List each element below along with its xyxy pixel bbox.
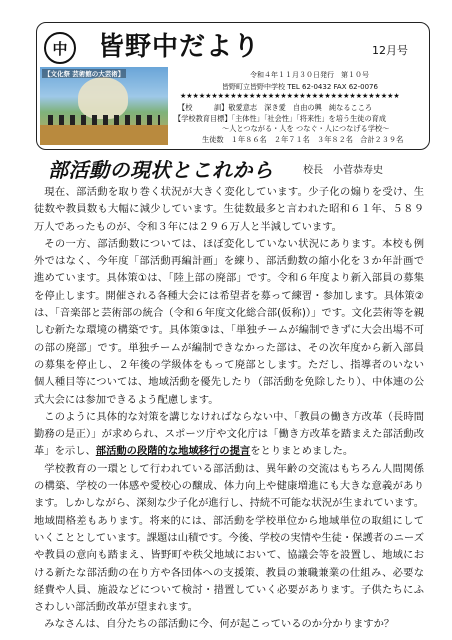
artwork-shape bbox=[78, 77, 128, 119]
newsletter-title: 皆野中だより bbox=[98, 32, 261, 62]
article-author: 校長 小菅恭寿史 bbox=[303, 165, 383, 176]
star-divider: ★★★★★★★★★★★★★★★★★★★★★★★★★★★★★★★★★★★ bbox=[180, 92, 400, 100]
issue-month: 12月号 bbox=[372, 44, 408, 57]
paragraph-3-emphasis: 部活動の段階的な地域移行の提言 bbox=[95, 445, 251, 458]
paragraph-3 bbox=[34, 409, 424, 461]
school-motto: 【校 訓】敬愛意志 深き愛 自由の興 純なるこころ bbox=[178, 103, 373, 112]
school-emblem: 中 bbox=[44, 32, 76, 64]
culture-festival-photo bbox=[40, 67, 168, 145]
photo-caption: 【文化祭 芸術館の大芸術】 bbox=[44, 70, 125, 78]
paragraph-5: みなさんは、自分たちの部活動に今、何が起こっているのか分かりますか？ bbox=[44, 618, 395, 631]
paragraph-1: 現在、部活動を取り巻く状況が大きく変化しています。少子化の煽りを受け、生徒数や教員数も大幅に減少しています。生徒数最多と言われた昭和６１年、５８９万人であったものが、令和３年には２９６万人と半減しています。 bbox=[34, 186, 424, 233]
paragraph-3-tail: をとりまとめました。 bbox=[250, 445, 354, 458]
paragraph-4: 学校教育の一環として行われている部活動は、異年齢の交流はもちろん人間関係の構築、学校の一体感や愛校心の醸成、体力向上や健康増進にも大きな意義があります。しかしながら、深刻な少子化が進行し、持続不可能な状況が生まれています。地域間格差もあります。将来的には、部活動を学校単位から地域単位の取組にしていくこととしています。課題は山積です。今後、学校の実情や生徒・保護者のニーズや教員の意向も踏まえ、皆野町や秩父地域において、協議会等を設置し、地域における新たな部活動の在り方や各団体への支援策、教員の兼職兼業の仕組み、必要な経費や人員、施設などについて検討・措置していく必要があります。子供たちにふさわしい部活動改革が望まれます。 bbox=[34, 462, 424, 614]
student-count: 生徒数 １年８６名 ２年７１名 ３年８２名 合計２３９名 bbox=[202, 135, 404, 144]
paragraph-2: その一方、部活動数については、ほぼ変化していない状況にあります。本校も例外ではなく、今年度「部活動再編計画」を練り、部活動数の縮小化を３か年計画で進めています。具体策①は、「陸上部の廃部」です。令和６年度より新入部員の募集を停止します。開催される各種大会には希望者を募って練習・参加します。具体策②は、「音楽部と芸術部の統合（令和６年度文化総合部(仮称)）」です。文化芸術等を親しむ新たな環境の構築です。具体策③は、「単独チームが編制できずに大会出場不可の部の廃部」です。単独チームが編制できなかった部は、その次年度から新入部員の募集を停止し、２年後の学級体をもって廃部とします。ただし、指導者のいない個人種目等については、地域活動を優先したり（部活動を免除したり）、中体連の公式大会には参加できるよう配慮します。 bbox=[34, 237, 424, 406]
stage-floor bbox=[40, 125, 168, 145]
school-slogan: ～人とつながる・人を つなぐ・人につなげる学校～ bbox=[222, 124, 390, 133]
article-headline: 部活動の現状とこれから bbox=[48, 158, 274, 182]
article-body bbox=[34, 184, 424, 634]
school-contact: 皆野町立皆野中学校 TEL 62-0432 FAX 62-0076 bbox=[222, 83, 378, 91]
issue-date: 令和４年１１月３０日発行 第１０号 bbox=[250, 71, 369, 79]
education-goal: 【学校教育目標】「主体性」「社会性」「将来性」を培う生徒の育成 bbox=[174, 114, 387, 123]
paragraph-3-lead: このように具体的な対策を講じなければならない中、「教員の働き方改革（長時間勤務の是正）」が求められ、スポーツ庁や文化庁は「働き方改革を踏まえた部活動改革」を示し、 bbox=[34, 410, 424, 458]
